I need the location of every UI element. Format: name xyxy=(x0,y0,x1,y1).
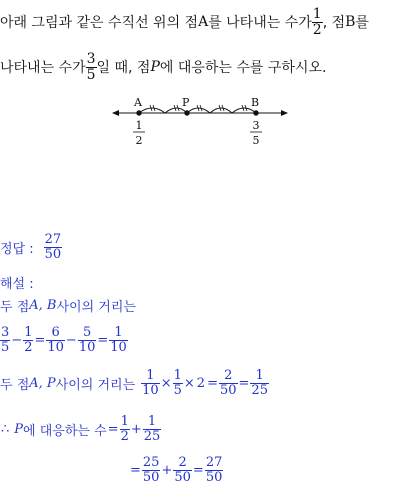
question-text: 를 나타내는 수가 xyxy=(208,15,312,31)
fraction-denominator: 50 xyxy=(142,469,160,485)
question-text: , 점 xyxy=(322,15,346,31)
fraction-denominator: 50 xyxy=(174,469,191,485)
question-text: 를 xyxy=(355,15,369,31)
fraction xyxy=(173,369,183,397)
fraction xyxy=(46,326,65,354)
figure-a-denominator: 2 xyxy=(135,134,143,147)
times-sign: × xyxy=(160,375,172,391)
point-b-dot xyxy=(254,111,258,115)
points-ab: A, B xyxy=(29,298,57,313)
equals-sign: = xyxy=(107,421,119,437)
fraction-numerator: 1 xyxy=(120,413,129,429)
fraction xyxy=(219,369,238,397)
fraction-denominator: 25 xyxy=(143,428,161,444)
figure-a-numerator: 1 xyxy=(135,119,143,132)
point-p: P xyxy=(14,421,24,437)
question-line-1 xyxy=(0,4,369,40)
question-line-2 xyxy=(0,47,326,87)
solution-line-3 xyxy=(0,410,161,448)
fraction xyxy=(141,369,160,397)
equals-sign: = xyxy=(238,375,250,391)
minus-sign: − xyxy=(65,332,77,348)
fraction-numerator: 27 xyxy=(44,231,62,247)
point-p-dot xyxy=(185,111,189,115)
fraction-point-b xyxy=(86,52,97,82)
fraction-numerator: 5 xyxy=(78,326,97,341)
minus-sign: − xyxy=(11,332,23,348)
fraction xyxy=(142,456,161,484)
arrow-left-icon xyxy=(112,110,119,116)
fraction-numerator: 1 xyxy=(143,415,162,430)
plus-sign: + xyxy=(161,462,173,478)
fraction-numerator: 2 xyxy=(219,369,238,384)
fraction-denominator: 10 xyxy=(110,339,127,355)
points-ap: A, P xyxy=(29,375,56,391)
point-a-dot xyxy=(137,111,141,115)
plus-sign: + xyxy=(130,421,142,437)
equals-sign: = xyxy=(34,332,46,348)
fraction xyxy=(109,326,128,354)
solution-label: 해설 : xyxy=(0,277,34,292)
fraction-denominator: 2 xyxy=(120,428,129,444)
fraction-numerator: 1 xyxy=(173,367,182,383)
fraction-denominator: 5 xyxy=(173,382,182,398)
point-b-label: B xyxy=(345,14,356,30)
fraction-numerator: 6 xyxy=(46,326,65,341)
equation-4 xyxy=(129,451,223,489)
fraction xyxy=(173,456,192,484)
fraction-numerator: 1 xyxy=(250,369,269,384)
fraction-denominator: 2 xyxy=(312,21,322,38)
figure-label-p: P xyxy=(182,96,190,109)
fraction-denominator: 50 xyxy=(44,246,62,262)
solution-line-1 xyxy=(0,296,136,315)
figure-b-denominator: 5 xyxy=(252,134,260,147)
equals-sign: = xyxy=(97,332,109,348)
equals-sign: = xyxy=(207,375,218,391)
fraction-denominator: 10 xyxy=(78,339,96,355)
solution-line-2 xyxy=(0,364,269,402)
number-line-figure xyxy=(110,90,290,152)
fraction-denominator: 10 xyxy=(47,339,64,355)
fraction-numerator: 1 xyxy=(24,324,33,340)
fraction xyxy=(120,415,130,443)
fraction-numerator: 27 xyxy=(205,454,223,470)
fraction-denominator: 10 xyxy=(142,382,159,398)
fraction xyxy=(78,326,97,354)
question-text: 나타내는 수가 xyxy=(0,60,86,76)
times-sign: × xyxy=(183,375,195,391)
fraction-denominator: 5 xyxy=(86,66,96,83)
solution-text: 에 대응하는 수 xyxy=(23,423,107,439)
answer-label: 정답 : xyxy=(0,241,34,257)
solution-text: 사이의 거리는 xyxy=(55,377,136,393)
figure-label-a: A xyxy=(134,96,142,109)
fraction xyxy=(250,369,269,397)
fraction xyxy=(0,326,10,354)
solution-text: 두 점 xyxy=(0,300,30,315)
equals-sign: = xyxy=(192,462,204,478)
solution-text: 두 점 xyxy=(0,377,30,393)
fraction-denominator: 50 xyxy=(205,469,223,485)
figure-b-numerator: 3 xyxy=(252,119,260,132)
point-a-label: A xyxy=(198,14,209,30)
fraction-numerator: 1 xyxy=(141,369,160,384)
fraction-point-a xyxy=(312,7,323,37)
question-text: 아래 그림과 같은 수직선 위의 점 xyxy=(0,15,199,31)
question-text: 에 대응하는 수를 구하시오. xyxy=(159,60,327,76)
fraction-numerator: 2 xyxy=(173,456,192,471)
fraction-denominator: 2 xyxy=(24,339,33,355)
equation-1 xyxy=(0,321,128,359)
fraction-denominator: 25 xyxy=(251,382,268,398)
point-p-label: P xyxy=(150,59,160,75)
fraction-denominator: 5 xyxy=(1,339,10,355)
answer-line xyxy=(0,229,62,265)
fraction-numerator: 3 xyxy=(86,50,96,67)
solution-text: 사이의 거리는 xyxy=(56,300,136,315)
fraction xyxy=(23,326,33,354)
fraction-numerator: 1 xyxy=(312,5,322,22)
fraction-numerator: 25 xyxy=(142,454,160,470)
fraction-numerator: 3 xyxy=(1,324,10,340)
multiplier: 2 xyxy=(196,375,206,391)
equals-sign: = xyxy=(130,462,141,478)
answer-fraction xyxy=(44,233,63,261)
figure-label-b: B xyxy=(251,96,260,109)
therefore-symbol: ∴ xyxy=(1,421,10,437)
fraction-denominator: 50 xyxy=(219,382,237,398)
question-text: 일 때, 점 xyxy=(96,60,151,76)
arrow-right-icon xyxy=(281,110,288,116)
fraction-numerator: 1 xyxy=(109,326,128,341)
fraction xyxy=(143,415,162,443)
fraction xyxy=(205,456,224,484)
